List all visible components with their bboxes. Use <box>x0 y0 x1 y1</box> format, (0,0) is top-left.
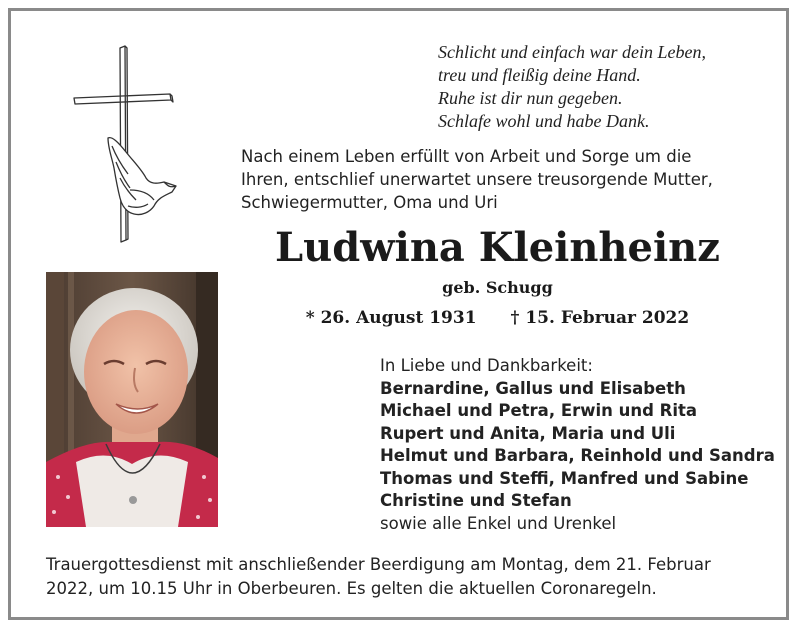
birth-date: * 26. August 1931 <box>305 308 477 328</box>
intro-line: Nach einem Leben erfüllt von Arbeit und Sorge um die <box>241 147 692 166</box>
cross-with-praying-hands-icon <box>68 40 186 250</box>
intro-line: Schwiegermutter, Oma und Uri <box>241 193 498 212</box>
poem-line: Ruhe ist dir nun gegeben. <box>438 88 623 108</box>
mourner-names: Michael und Petra, Erwin und Rita <box>380 401 698 420</box>
mourner-names: Helmut und Barbara, Reinhold und Sandra <box>380 446 775 465</box>
death-date: † 15. Februar 2022 <box>510 308 690 328</box>
mourner-names: Thomas und Steffi, Manfred und Sabine <box>380 468 749 488</box>
mourners-list <box>380 355 780 535</box>
life-dates <box>240 306 755 330</box>
intro-line: Ihren, entschlief unerwartet unsere treusorgende Mutter, <box>241 170 713 189</box>
service-line: Trauergottesdienst mit anschließender Beerdigung am Montag, dem 21. Februar <box>46 555 711 574</box>
mourner-names: Rupert und Anita, Maria und Uli <box>380 423 676 443</box>
mourners-closing: sowie alle Enkel und Urenkel <box>380 513 617 533</box>
poem-line: Schlafe wohl und habe Dank. <box>438 111 650 131</box>
intro-text <box>241 145 761 214</box>
mourner-names: Bernardine, Gallus und Elisabeth <box>380 378 686 398</box>
memorial-poem <box>438 41 788 133</box>
mourners-heading: In Liebe und Dankbarkeit: <box>380 356 593 375</box>
portrait-photo <box>46 272 218 527</box>
maiden-name: geb. Schugg <box>442 278 553 297</box>
service-line: 2022, um 10.15 Uhr in Oberbeuren. Es gelten die aktuellen Coronaregeln. <box>46 579 657 598</box>
poem-line: treu und fleißig deine Hand. <box>438 65 641 85</box>
funeral-service-info <box>46 553 776 601</box>
deceased-name: Ludwina Kleinheinz <box>275 224 720 271</box>
mourner-names: Christine und Stefan <box>380 491 572 510</box>
poem-line: Schlicht und einfach war dein Leben, <box>438 42 706 62</box>
